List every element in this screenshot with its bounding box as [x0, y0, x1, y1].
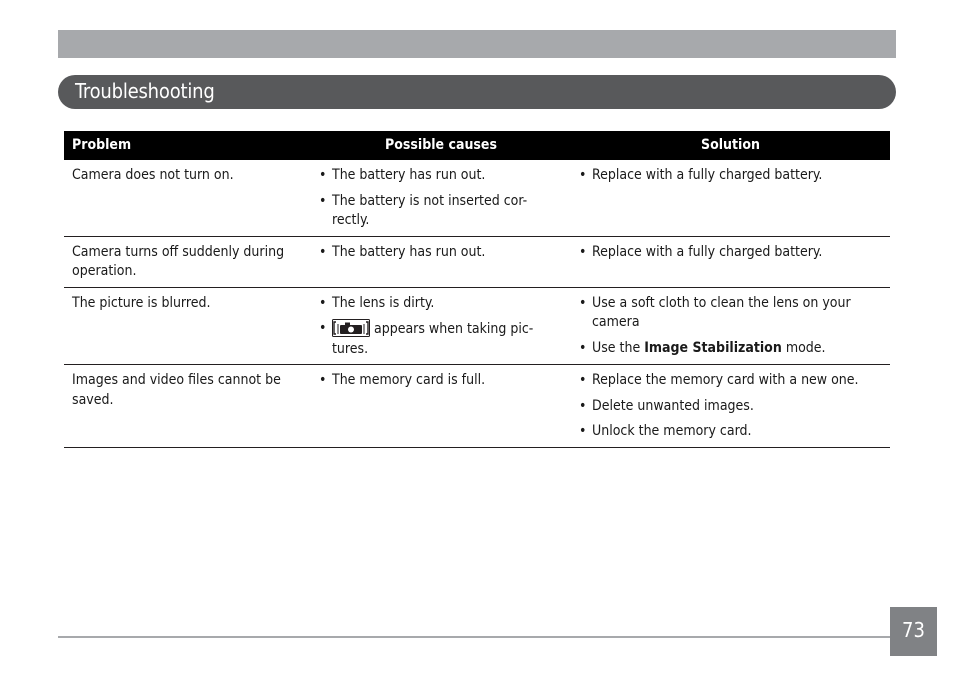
column-header-solution: Solution — [571, 131, 890, 160]
column-header-causes: Possible causes — [311, 131, 571, 160]
solution-text: Use the — [592, 339, 641, 356]
table-row — [64, 236, 890, 287]
causes-cell — [311, 365, 571, 448]
image-stabilization-term: Image Stabilization — [644, 339, 782, 356]
section-title: Troubleshooting — [75, 79, 215, 103]
top-bar — [58, 30, 896, 58]
solution-text: mode. — [785, 339, 826, 356]
solution-cell — [571, 160, 890, 236]
solution-item: • Replace with a fully charged battery. — [579, 166, 882, 186]
causes-cell — [311, 287, 571, 365]
problem-cell: Images and video files cannot be saved. — [64, 365, 311, 448]
cause-item: • The battery is not inserted cor-rectly. — [319, 192, 563, 231]
cause-item: • The battery has run out. — [319, 166, 563, 186]
solution-item: • Delete unwanted images. — [579, 397, 882, 417]
solution-item — [579, 339, 882, 359]
solution-item: • Replace with a fully charged battery. — [579, 243, 882, 263]
section-header — [58, 75, 896, 109]
cause-item: • The memory card is full. — [319, 371, 563, 391]
solution-item: • Use a soft cloth to clean the lens on your camera — [579, 294, 882, 333]
page-number-box — [890, 607, 937, 656]
camera-shake-icon — [332, 319, 370, 337]
problem-cell: The picture is blurred. — [64, 287, 311, 365]
troubleshooting-table — [64, 131, 890, 448]
solution-item: • Unlock the memory card. — [579, 422, 882, 442]
cause-item: • The lens is dirty. — [319, 294, 563, 314]
solution-cell — [571, 365, 890, 448]
table-header-row — [64, 131, 890, 160]
causes-cell — [311, 236, 571, 287]
cause-item — [319, 319, 563, 359]
problem-cell: Camera does not turn on. — [64, 160, 311, 236]
page-number: 73 — [902, 618, 925, 642]
table-row — [64, 287, 890, 365]
cause-text: appears when taking pic-tures. — [332, 321, 534, 357]
table-row — [64, 160, 890, 236]
cause-item: • The battery has run out. — [319, 243, 563, 263]
solution-cell — [571, 287, 890, 365]
solution-cell — [571, 236, 890, 287]
causes-cell — [311, 160, 571, 236]
column-header-problem: Problem — [64, 131, 311, 160]
problem-cell: Camera turns off suddenly during operation. — [64, 236, 311, 287]
table-row — [64, 365, 890, 448]
solution-item: • Replace the memory card with a new one. — [579, 371, 882, 391]
bottom-rule — [58, 636, 896, 638]
